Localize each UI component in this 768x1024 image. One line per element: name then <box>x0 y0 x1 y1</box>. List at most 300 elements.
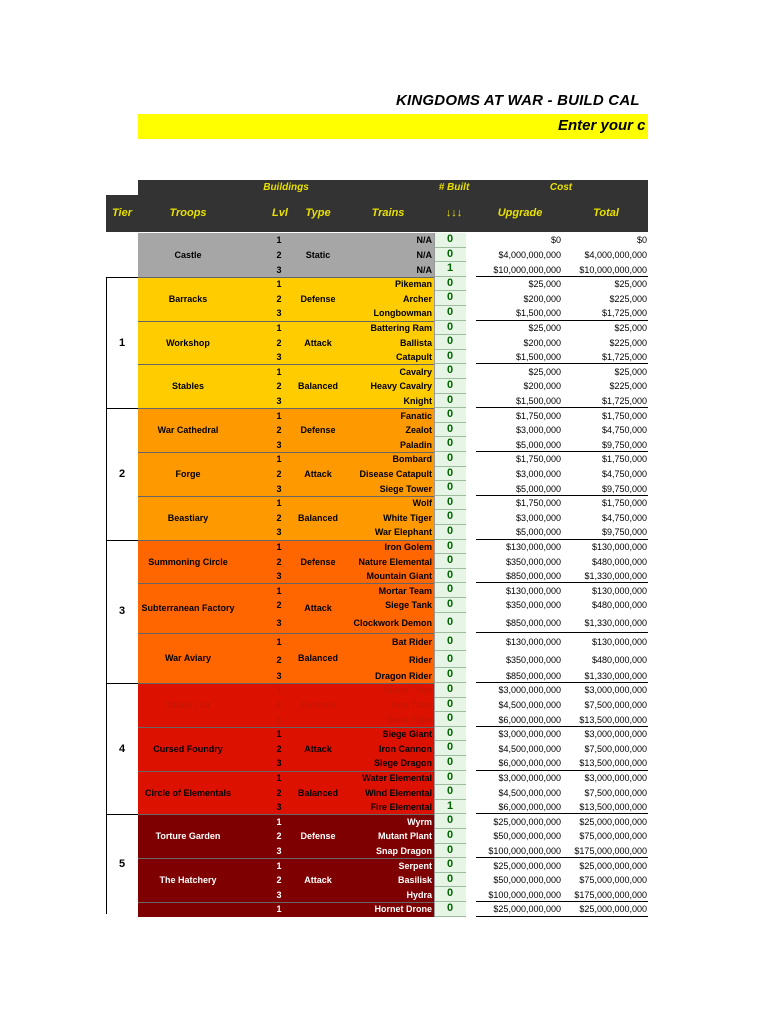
total-cost: $4,750,000 <box>601 512 647 523</box>
trains-unit: Heavy Cavalry <box>370 381 432 392</box>
building-type: Balanced <box>297 381 339 392</box>
tier-divider <box>106 683 138 684</box>
trains-unit: Longbowman <box>373 308 432 319</box>
building-name: Forge <box>175 468 201 479</box>
trains-unit: Iron Cannon <box>379 743 432 754</box>
built-count-input[interactable]: 0 <box>434 844 466 859</box>
total-cost: $4,000,000,000 <box>584 249 647 260</box>
total-cost: $130,000,000 <box>591 541 647 552</box>
built-count-input[interactable]: 0 <box>434 350 466 365</box>
trains-unit: War Elephant <box>374 527 432 538</box>
total-cost: $10,000,000,000 <box>579 264 647 275</box>
built-count-input[interactable]: 0 <box>434 727 466 742</box>
building-type: Defense <box>300 293 336 304</box>
trains-unit: Fire Elemental <box>370 802 432 813</box>
buildings-header: Buildings <box>138 180 434 195</box>
total-cost: $0 <box>636 235 647 246</box>
building-name: Summoning Circle <box>148 556 228 567</box>
type-column-header: Type <box>305 207 331 219</box>
tier-label: 1 <box>118 336 126 349</box>
total-column-header: Total <box>593 207 619 219</box>
upgrade-cost: $1,500,000 <box>515 352 561 363</box>
building-type: Defense <box>300 556 336 567</box>
trains-unit: Zealot <box>405 425 432 436</box>
group-separator <box>138 277 434 278</box>
total-cost: $480,000,000 <box>591 600 647 611</box>
total-cost: $480,000,000 <box>591 654 647 665</box>
level-number: 3 <box>276 758 282 769</box>
level-number: 1 <box>276 366 282 377</box>
trains-unit: Catapult <box>396 352 432 363</box>
trains-unit: Battering Ram <box>370 322 432 333</box>
level-number: 3 <box>276 395 282 406</box>
level-number: 3 <box>276 670 282 681</box>
upgrade-cost: $50,000,000,000 <box>493 831 561 842</box>
built-count-input[interactable]: 0 <box>434 651 466 669</box>
group-separator <box>138 496 434 497</box>
total-cost: $480,000,000 <box>591 556 647 567</box>
group-separator <box>138 408 434 409</box>
building-name: Castle <box>174 249 202 260</box>
upgrade-cost: $350,000,000 <box>505 556 561 567</box>
built-count-input[interactable]: 0 <box>434 335 466 350</box>
level-number: 3 <box>276 483 282 494</box>
built-count-input[interactable]: 1 <box>434 800 466 815</box>
trains-unit: Water Elemental <box>362 772 432 783</box>
level-number: 2 <box>276 556 282 567</box>
level-number: 2 <box>276 600 282 611</box>
level-number: 1 <box>276 860 282 871</box>
total-cost: $1,750,000 <box>601 498 647 509</box>
building-type: Defense <box>300 425 336 436</box>
upgrade-cost: $10,000,000,000 <box>493 264 561 275</box>
building-type: Attack <box>304 337 332 348</box>
upgrade-cost: $6,000,000,000 <box>498 758 561 769</box>
level-number: 1 <box>276 279 282 290</box>
built-count-input[interactable]: 0 <box>434 583 466 598</box>
level-number: 3 <box>276 889 282 900</box>
building-name: Beastiary <box>167 512 209 523</box>
level-number: 3 <box>276 308 282 319</box>
built-count-input[interactable]: 0 <box>434 452 466 467</box>
group-separator <box>138 902 434 903</box>
level-number: 2 <box>276 512 282 523</box>
trains-unit: Cavalry <box>399 366 432 377</box>
group-separator <box>138 583 434 584</box>
level-number: 1 <box>276 410 282 421</box>
built-count-input[interactable]: 0 <box>434 902 466 917</box>
cost-header: Cost <box>474 180 648 195</box>
total-cost: $3,000,000,000 <box>584 729 647 740</box>
trains-unit: Bat Rider <box>391 637 432 647</box>
built-count-input[interactable]: 0 <box>434 540 466 555</box>
group-separator <box>138 727 434 728</box>
building-type: Balanced <box>297 512 339 523</box>
total-cost: $1,725,000 <box>601 395 647 406</box>
building-type: Static <box>305 249 331 260</box>
total-cost: $25,000,000,000 <box>579 860 647 871</box>
trains-unit: N/A <box>416 264 432 275</box>
cost-group-divider <box>476 726 648 727</box>
total-cost: $175,000,000,000 <box>574 889 647 900</box>
trains-unit: Clockwork Demon <box>353 617 432 628</box>
built-count-input[interactable]: 0 <box>434 423 466 438</box>
total-cost: $225,000 <box>609 293 647 304</box>
upgrade-column-header: Upgrade <box>497 207 543 219</box>
upgrade-cost: $200,000 <box>523 337 561 348</box>
tier-bracket-line <box>106 814 107 914</box>
building-name: War Aviary <box>164 653 212 664</box>
total-cost: $1,725,000 <box>601 352 647 363</box>
total-cost: $1,330,000,000 <box>584 670 647 681</box>
total-cost: $13,500,000,000 <box>579 802 647 813</box>
building-name: Circle of Elementals <box>144 787 232 798</box>
building-name: Workshop <box>166 337 210 348</box>
trains-unit: Mountain Giant <box>366 571 432 582</box>
level-number: 1 <box>276 816 282 827</box>
total-cost: $4,750,000 <box>601 468 647 479</box>
total-cost: $9,750,000 <box>601 527 647 538</box>
trains-unit: Serpent <box>398 860 432 871</box>
cost-group-divider <box>476 276 648 277</box>
total-cost: $130,000,000 <box>591 585 647 596</box>
built-count-input[interactable]: 0 <box>434 756 466 771</box>
level-number: 1 <box>276 322 282 333</box>
trains-unit: Disease Catapult <box>359 468 432 479</box>
group-separator <box>138 321 434 322</box>
upgrade-cost: $3,000,000 <box>515 468 561 479</box>
building-name: The Hatchery <box>159 875 217 886</box>
total-cost: $75,000,000,000 <box>579 875 647 886</box>
built-count-input[interactable]: 0 <box>434 496 466 511</box>
upgrade-cost: $850,000,000 <box>505 571 561 582</box>
total-cost: $1,725,000 <box>601 308 647 319</box>
level-number: 3 <box>276 714 282 725</box>
upgrade-cost: $1,750,000 <box>515 454 561 465</box>
tier-bracket-line <box>106 683 107 814</box>
level-number: 2 <box>276 787 282 798</box>
trains-unit: Mortar Team <box>378 585 432 596</box>
upgrade-cost: $25,000 <box>528 366 561 377</box>
level-number: 2 <box>276 337 282 348</box>
level-number: 2 <box>276 425 282 436</box>
group-separator <box>138 771 434 772</box>
trains-unit: Archer <box>402 293 432 304</box>
total-cost: $225,000 <box>609 337 647 348</box>
built-count-input[interactable]: 0 <box>434 321 466 336</box>
upgrade-cost: $3,000,000,000 <box>498 729 561 740</box>
group-separator <box>138 814 434 815</box>
trains-unit: Iron Golem <box>384 541 432 552</box>
upgrade-cost: $5,000,000 <box>515 483 561 494</box>
cost-group-divider <box>476 632 648 633</box>
level-number: 1 <box>276 637 282 647</box>
trains-unit: Snap Dragon <box>375 845 432 856</box>
level-number: 2 <box>276 875 282 886</box>
trains-unit: Nature Elemental <box>358 556 432 567</box>
building-type: Attack <box>304 603 332 614</box>
upgrade-cost: $130,000,000 <box>505 637 561 647</box>
built-count-input[interactable]: 0 <box>434 613 466 634</box>
upgrade-cost: $130,000,000 <box>505 585 561 596</box>
built-count-input[interactable]: 0 <box>434 364 466 379</box>
upgrade-cost: $200,000 <box>523 293 561 304</box>
trains-unit: Wolf <box>412 498 432 509</box>
total-cost: $1,750,000 <box>601 454 647 465</box>
trains-unit: Pikeman <box>394 279 432 290</box>
level-number: 1 <box>276 454 282 465</box>
upgrade-cost: $5,000,000 <box>515 527 561 538</box>
level-number: 3 <box>276 527 282 538</box>
group-separator <box>138 683 434 684</box>
building-name: Titans Liar <box>165 699 211 710</box>
total-cost: $175,000,000,000 <box>574 845 647 856</box>
built-column-border <box>434 233 435 917</box>
building-name: Barracks <box>168 293 208 304</box>
tier-label: 2 <box>118 467 126 480</box>
upgrade-cost: $25,000,000,000 <box>493 816 561 827</box>
level-number: 3 <box>276 352 282 363</box>
total-cost: $9,750,000 <box>601 439 647 450</box>
built-count-input[interactable]: 0 <box>434 408 466 423</box>
upgrade-cost: $3,000,000 <box>515 425 561 436</box>
tier-label: 3 <box>118 605 126 618</box>
tier-column-header: Tier <box>112 207 132 219</box>
built-count-input[interactable]: 0 <box>434 394 466 409</box>
upgrade-cost: $1,500,000 <box>515 395 561 406</box>
trains-unit: Paladin <box>399 439 432 450</box>
level-number: 2 <box>276 468 282 479</box>
trains-unit: Bombard <box>392 454 432 465</box>
cost-group-divider <box>476 539 648 540</box>
upgrade-cost: $6,000,000,000 <box>498 802 561 813</box>
level-number: 3 <box>276 571 282 582</box>
built-count-input[interactable]: 0 <box>434 379 466 394</box>
troops-column-header: Troops <box>169 207 207 219</box>
built-count-input[interactable]: 0 <box>434 814 466 829</box>
built-count-input[interactable]: 0 <box>434 291 466 306</box>
built-count-input[interactable]: 0 <box>434 554 466 569</box>
upgrade-cost: $0 <box>550 235 561 246</box>
built-count-input[interactable]: 0 <box>434 771 466 786</box>
built-count-input[interactable]: 0 <box>434 437 466 452</box>
upgrade-cost: $5,000,000 <box>515 439 561 450</box>
upgrade-cost: $350,000,000 <box>505 654 561 665</box>
built-count-input[interactable]: 1 <box>434 262 466 277</box>
building-type: Attack <box>304 468 332 479</box>
upgrade-cost: $3,000,000,000 <box>498 685 561 696</box>
level-number: 1 <box>276 235 282 246</box>
total-cost: $25,000,000,000 <box>579 904 647 915</box>
trains-unit: N/A <box>416 235 432 246</box>
total-cost: $3,000,000,000 <box>584 685 647 696</box>
cost-group-divider <box>476 320 648 321</box>
level-number: 3 <box>276 439 282 450</box>
level-number: 2 <box>276 293 282 304</box>
upgrade-cost: $4,000,000,000 <box>498 249 561 260</box>
building-name: War Cathedral <box>157 425 219 436</box>
sort-arrows-header: ↓↓↓ <box>445 207 463 219</box>
built-count-input[interactable]: 0 <box>434 510 466 525</box>
total-cost: $1,330,000,000 <box>584 617 647 628</box>
building-type: Attack <box>304 743 332 754</box>
built-count-input[interactable]: 0 <box>434 248 466 263</box>
trains-unit: Mutant Plant <box>378 831 432 842</box>
tier-label: 5 <box>118 858 126 871</box>
upgrade-cost: $6,000,000,000 <box>498 714 561 725</box>
cost-group-divider <box>476 407 648 408</box>
trains-unit: Wyrm <box>407 816 432 827</box>
level-number: 1 <box>276 685 282 696</box>
upgrade-cost: $1,500,000 <box>515 308 561 319</box>
built-count-input[interactable]: 0 <box>434 683 466 698</box>
trains-unit: N/A <box>416 249 432 260</box>
upgrade-cost: $50,000,000,000 <box>493 875 561 886</box>
level-number: 1 <box>276 729 282 740</box>
built-count-input[interactable]: 0 <box>434 525 466 540</box>
trains-unit: Rider <box>408 654 432 665</box>
built-count-input[interactable]: 0 <box>434 887 466 902</box>
total-cost: $25,000 <box>614 322 647 333</box>
built-count-input[interactable]: 0 <box>434 668 466 683</box>
total-cost: $25,000 <box>614 366 647 377</box>
total-cost: $7,500,000,000 <box>584 743 647 754</box>
built-count-input[interactable]: 0 <box>434 858 466 873</box>
level-number: 3 <box>276 264 282 275</box>
tier-divider <box>106 814 138 815</box>
level-number: 2 <box>276 743 282 754</box>
upgrade-cost: $100,000,000,000 <box>488 889 561 900</box>
cost-group-divider <box>476 682 648 683</box>
building-type: Defense <box>300 699 336 710</box>
upgrade-cost: $1,750,000 <box>515 410 561 421</box>
tier-divider <box>106 408 138 409</box>
built-count-input[interactable]: 0 <box>434 873 466 888</box>
total-cost: $75,000,000,000 <box>579 831 647 842</box>
group-separator <box>138 858 434 859</box>
upgrade-cost: $25,000 <box>528 279 561 290</box>
group-separator <box>138 364 434 365</box>
built-count-input[interactable]: 0 <box>434 633 466 651</box>
trains-column-header: Trains <box>371 207 405 219</box>
group-separator <box>138 633 434 634</box>
built-count-input[interactable]: 0 <box>434 785 466 800</box>
level-number: 1 <box>276 772 282 783</box>
trains-unit: Siege Giant <box>382 729 432 740</box>
page-title: KINGDOMS AT WAR - BUILD CAL <box>396 92 640 109</box>
built-count-input[interactable]: 0 <box>434 598 466 613</box>
level-number: 1 <box>276 541 282 552</box>
level-number: 1 <box>276 498 282 509</box>
trains-unit: Hornet Drone <box>374 904 432 915</box>
building-name: Torture Garden <box>155 831 221 842</box>
tier-bracket-line <box>106 408 107 539</box>
upgrade-cost: $350,000,000 <box>505 600 561 611</box>
built-count-input[interactable]: 0 <box>434 829 466 844</box>
upgrade-cost: $4,500,000,000 <box>498 699 561 710</box>
building-name: Stables <box>171 381 204 392</box>
building-name: Cursed Foundry <box>153 743 223 754</box>
total-cost: $130,000,000 <box>591 637 647 647</box>
upgrade-cost: $200,000 <box>523 381 561 392</box>
trains-unit: White Tiger <box>383 512 432 523</box>
level-number: 3 <box>276 845 282 856</box>
total-cost: $7,500,000,000 <box>584 787 647 798</box>
cost-group-divider <box>476 857 648 858</box>
building-type: Balanced <box>297 787 339 798</box>
group-separator <box>138 540 434 541</box>
trains-unit: Siege Tank <box>385 600 432 611</box>
total-cost: $9,750,000 <box>601 483 647 494</box>
upgrade-cost: $25,000,000,000 <box>493 904 561 915</box>
built-count-input[interactable]: 0 <box>434 306 466 321</box>
level-number: 1 <box>276 904 282 915</box>
built-count-input[interactable]: 0 <box>434 569 466 584</box>
built-count-input[interactable]: 0 <box>434 233 466 248</box>
built-count-input[interactable]: 0 <box>434 712 466 727</box>
trains-unit: Iron Titan <box>391 699 432 710</box>
trains-unit: Dragon Rider <box>374 670 432 681</box>
total-cost: $225,000 <box>609 381 647 392</box>
built-count-input[interactable]: 0 <box>434 481 466 496</box>
building-type: Attack <box>304 875 332 886</box>
instruction-text: Enter your c <box>558 117 646 134</box>
total-cost: $25,000,000,000 <box>579 816 647 827</box>
level-number: 2 <box>276 381 282 392</box>
upgrade-cost: $3,000,000,000 <box>498 772 561 783</box>
trains-unit: Knight <box>403 395 432 406</box>
group-separator <box>138 452 434 453</box>
trains-unit: Stone Titan <box>383 685 432 696</box>
building-name: Subterranean Factory <box>141 603 235 614</box>
trains-unit: Siege Dragon <box>373 758 432 769</box>
built-count-input[interactable]: 0 <box>434 467 466 482</box>
cost-group-divider <box>476 770 648 771</box>
upgrade-cost: $1,750,000 <box>515 498 561 509</box>
built-count-input[interactable]: 0 <box>434 698 466 713</box>
level-number: 2 <box>276 699 282 710</box>
level-number: 3 <box>276 802 282 813</box>
trains-unit: Wind Elemental <box>365 787 432 798</box>
num-built-header: # Built <box>434 180 474 195</box>
built-count-input[interactable]: 0 <box>434 741 466 756</box>
level-number: 2 <box>276 831 282 842</box>
level-number: 3 <box>276 617 282 628</box>
total-cost: $13,500,000,000 <box>579 714 647 725</box>
cost-group-divider <box>476 582 648 583</box>
building-type: Balanced <box>297 653 339 664</box>
upgrade-cost: $3,000,000 <box>515 512 561 523</box>
trains-unit: Fanatic <box>400 410 432 421</box>
tier-divider <box>106 540 138 541</box>
total-cost: $13,500,000,000 <box>579 758 647 769</box>
cost-group-divider <box>476 451 648 452</box>
tier-label: 4 <box>118 742 126 755</box>
upgrade-cost: $850,000,000 <box>505 670 561 681</box>
level-number: 1 <box>276 585 282 596</box>
upgrade-cost: $4,500,000,000 <box>498 787 561 798</box>
tier-bracket-line <box>106 277 107 408</box>
trains-unit: Basilisk <box>397 875 432 886</box>
total-cost: $25,000 <box>614 279 647 290</box>
upgrade-cost: $25,000,000,000 <box>493 860 561 871</box>
trains-unit: Siege Tower <box>379 483 432 494</box>
cost-group-divider <box>476 495 648 496</box>
built-count-input[interactable]: 0 <box>434 277 466 292</box>
trains-unit: Hydra <box>406 889 432 900</box>
cost-group-divider <box>476 813 648 814</box>
trains-unit: Ballista <box>399 337 432 348</box>
